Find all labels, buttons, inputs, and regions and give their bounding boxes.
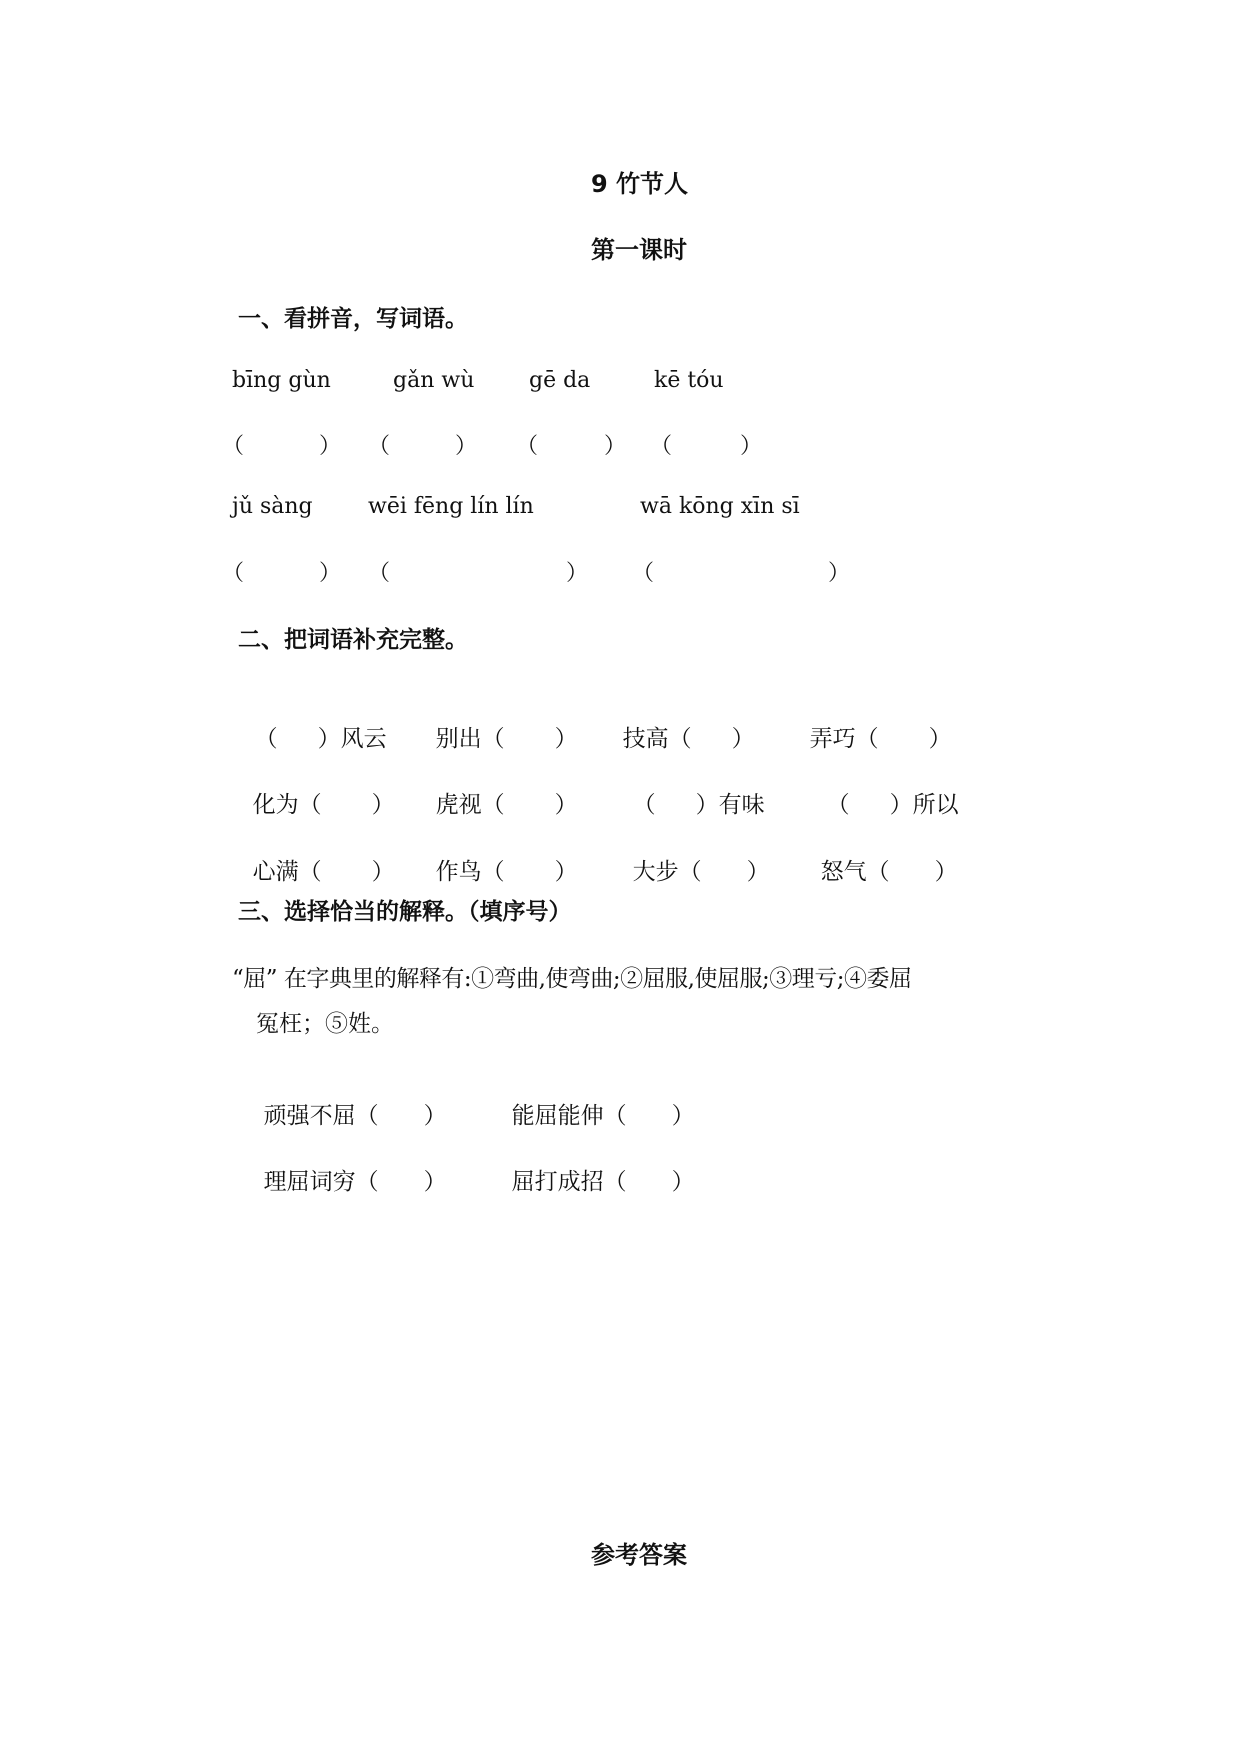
answers-heading: 参考答案 [591, 1541, 687, 1569]
choice-word: 理屈词穷 [263, 1169, 356, 1195]
pinyin-item: jǔ sàng [232, 494, 313, 519]
blank-close: ） [604, 434, 627, 459]
section1-heading: 一、看拼音，写词语。 [238, 306, 468, 332]
choice-word: 屈打成招 [511, 1169, 604, 1195]
blank-close: ） [423, 1169, 447, 1195]
choice-item [497, 1071, 695, 1130]
blank-open: （ [603, 1103, 627, 1129]
blank-close: ） [889, 792, 913, 818]
idiom-item [421, 827, 578, 886]
blank-open: （ [632, 792, 656, 818]
blank-open: （ [355, 1169, 379, 1195]
idiom-fixed: 心满 [252, 859, 299, 885]
blank-open: （ [368, 434, 391, 459]
choice-item [249, 1071, 447, 1130]
blank-open: （ [298, 792, 322, 818]
blank-close: ） [928, 726, 952, 752]
idiom-fixed: 化为 [252, 792, 299, 818]
blank-open: （ [481, 726, 505, 752]
idiom-fixed: 虎视 [435, 792, 482, 818]
idiom-item [806, 827, 958, 886]
idiom-fixed: 技高 [622, 726, 669, 752]
idiom-item [421, 694, 578, 753]
choice-item [249, 1137, 447, 1196]
blank-open: （ [481, 859, 505, 885]
blank-close: ） [934, 859, 958, 885]
blank-close: ） [731, 726, 755, 752]
choice-item [497, 1137, 695, 1196]
idiom-item [421, 760, 578, 819]
idiom-item [608, 694, 755, 753]
blank-open: （ [368, 561, 391, 586]
idiom-fixed: 弄巧 [809, 726, 856, 752]
section2-heading: 二、把词语补充完整。 [238, 627, 468, 653]
blank-close: ） [740, 434, 763, 459]
section3-heading: 三、选择恰当的解释。（填序号） [238, 899, 572, 925]
blank-open: （ [222, 434, 245, 459]
pinyin-item: wēi fēng lín lín [368, 494, 534, 519]
lesson-subtitle: 第一课时 [591, 236, 687, 264]
idiom-item [240, 694, 387, 753]
blank-close: ） [317, 726, 341, 752]
idiom-item [812, 760, 959, 819]
choice-word: 能屈能伸 [511, 1103, 604, 1129]
blank-open: （ [668, 726, 692, 752]
blank-open: （ [298, 859, 322, 885]
idiom-fixed: 大步 [632, 859, 679, 885]
idiom-item [238, 760, 395, 819]
idiom-fixed: 作鸟 [435, 859, 482, 885]
blank-open: （ [855, 726, 879, 752]
idiom-fixed: 风云 [340, 726, 387, 752]
blank-close: ） [554, 859, 578, 885]
pinyin-item: bīng gùn [232, 368, 331, 393]
idiom-item [795, 694, 952, 753]
idiom-fixed: 所以 [912, 792, 959, 818]
blank-close: ） [455, 434, 478, 459]
blank-close: ） [671, 1103, 695, 1129]
blank-close: ） [746, 859, 770, 885]
idiom-item [618, 760, 765, 819]
pinyin-item: gē da [529, 368, 591, 393]
idiom-fixed: 怒气 [820, 859, 867, 885]
idiom-fixed: 有味 [718, 792, 765, 818]
blank-open: （ [603, 1169, 627, 1195]
blank-open: （ [516, 434, 539, 459]
blank-close: ） [319, 434, 342, 459]
idiom-item [618, 827, 770, 886]
pinyin-item: gǎn wù [393, 368, 475, 393]
blank-open: （ [481, 792, 505, 818]
blank-open: （ [355, 1103, 379, 1129]
blank-open: （ [222, 561, 245, 586]
blank-open: （ [650, 434, 673, 459]
choice-word: 顽强不屈 [263, 1103, 356, 1129]
blank-open: （ [632, 561, 655, 586]
blank-close: ） [554, 792, 578, 818]
blank-close: ） [828, 561, 851, 586]
blank-close: ） [566, 561, 589, 586]
blank-close: ） [423, 1103, 447, 1129]
blank-open: （ [254, 726, 278, 752]
blank-close: ） [371, 859, 395, 885]
blank-open: （ [678, 859, 702, 885]
blank-open: （ [866, 859, 890, 885]
pinyin-item: wā kōng xīn sī [640, 494, 800, 519]
blank-open: （ [826, 792, 850, 818]
blank-close: ） [695, 792, 719, 818]
blank-close: ） [554, 726, 578, 752]
page-title: 9 竹节人 [591, 170, 689, 198]
pinyin-item: kē tóu [654, 368, 724, 393]
definition-text: “屈” 在字典里的解释有:①弯曲,使弯曲;②屈服,使屈服;③理亏;④委屈 [232, 966, 912, 992]
blank-close: ） [319, 561, 342, 586]
blank-close: ） [671, 1169, 695, 1195]
blank-close: ） [371, 792, 395, 818]
definition-text-cont: 冤枉；⑤姓。 [256, 1011, 394, 1037]
idiom-item [238, 827, 395, 886]
idiom-fixed: 别出 [435, 726, 482, 752]
